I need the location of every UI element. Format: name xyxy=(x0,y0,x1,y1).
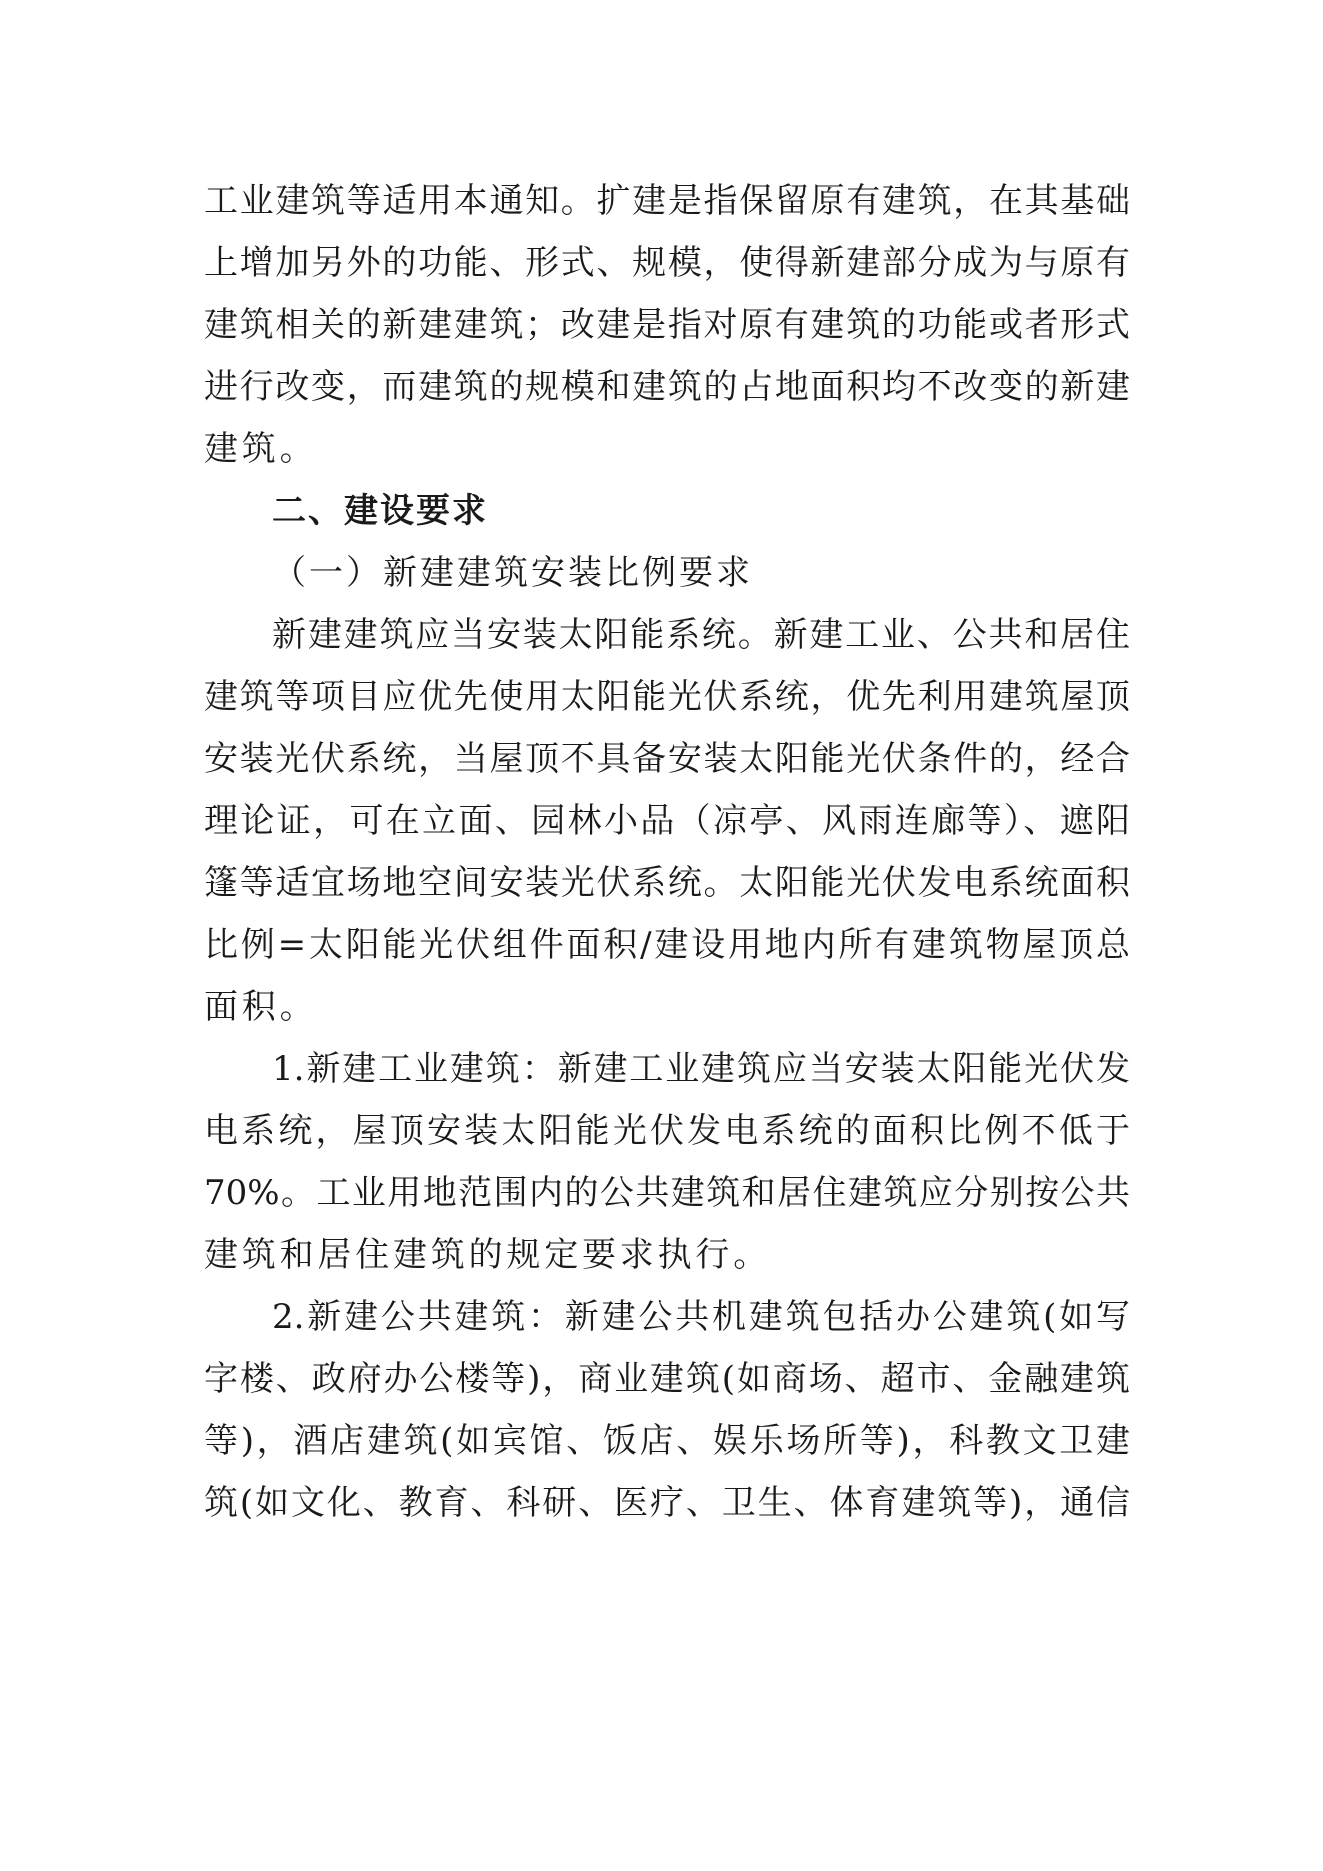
paragraph-line: 建筑和居住建筑的规定要求执行。 xyxy=(204,1235,771,1275)
paragraph-line: 70%。工业用地范围内的公共建筑和居住建筑应分别按公共 xyxy=(204,1173,1130,1213)
paragraph-line: 建筑等项目应优先使用太阳能光伏系统，优先利用建筑屋顶 xyxy=(204,677,1130,717)
paragraph-line: 进行改变，而建筑的规模和建筑的占地面积均不改变的新建 xyxy=(204,367,1130,407)
list-item-industrial-buildings xyxy=(204,1038,1130,1286)
paragraph-line: 2.新建公共建筑：新建公共机建筑包括办公建筑(如写 xyxy=(272,1297,1130,1337)
paragraph-line: 建筑。 xyxy=(204,429,318,469)
paragraph-new-building-solar xyxy=(204,604,1130,1038)
subsection-heading-installation-ratio: （一）新建建筑安装比例要求 xyxy=(272,553,753,593)
document-body xyxy=(204,170,1130,1534)
section-heading-construction-requirements: 二、建设要求 xyxy=(272,491,488,531)
paragraph-line: 面积。 xyxy=(204,987,318,1027)
paragraph-line: 字楼、政府办公楼等)，商业建筑(如商场、超市、金融建筑 xyxy=(204,1359,1130,1399)
paragraph-line: 筑(如文化、教育、科研、医疗、卫生、体育建筑等)，通信 xyxy=(204,1483,1130,1523)
paragraph-line: 篷等适宜场地空间安装光伏系统。太阳能光伏发电系统面积 xyxy=(204,863,1130,903)
paragraph-line: 电系统，屋顶安装太阳能光伏发电系统的面积比例不低于 xyxy=(204,1111,1130,1151)
paragraph-line: 等)，酒店建筑(如宾馆、饭店、娱乐场所等)，科教文卫建 xyxy=(204,1421,1130,1461)
paragraph-line: 工业建筑等适用本通知。扩建是指保留原有建筑，在其基础 xyxy=(204,181,1130,221)
paragraph-line: 比例=太阳能光伏组件面积/建设用地内所有建筑物屋顶总 xyxy=(204,925,1130,965)
paragraph-scope-definition xyxy=(204,170,1130,480)
paragraph-line: 新建建筑应当安装太阳能系统。新建工业、公共和居住 xyxy=(272,615,1130,655)
paragraph-line: 上增加另外的功能、形式、规模，使得新建部分成为与原有 xyxy=(204,243,1130,283)
paragraph-line: 1.新建工业建筑：新建工业建筑应当安装太阳能光伏发 xyxy=(272,1049,1130,1089)
paragraph-line: 理论证，可在立面、园林小品（凉亭、风雨连廊等）、遮阳 xyxy=(204,801,1130,841)
paragraph-line: 建筑相关的新建建筑；改建是指对原有建筑的功能或者形式 xyxy=(204,305,1130,345)
paragraph-line: 安装光伏系统，当屋顶不具备安装太阳能光伏条件的，经合 xyxy=(204,739,1130,779)
list-item-public-buildings xyxy=(204,1286,1130,1534)
